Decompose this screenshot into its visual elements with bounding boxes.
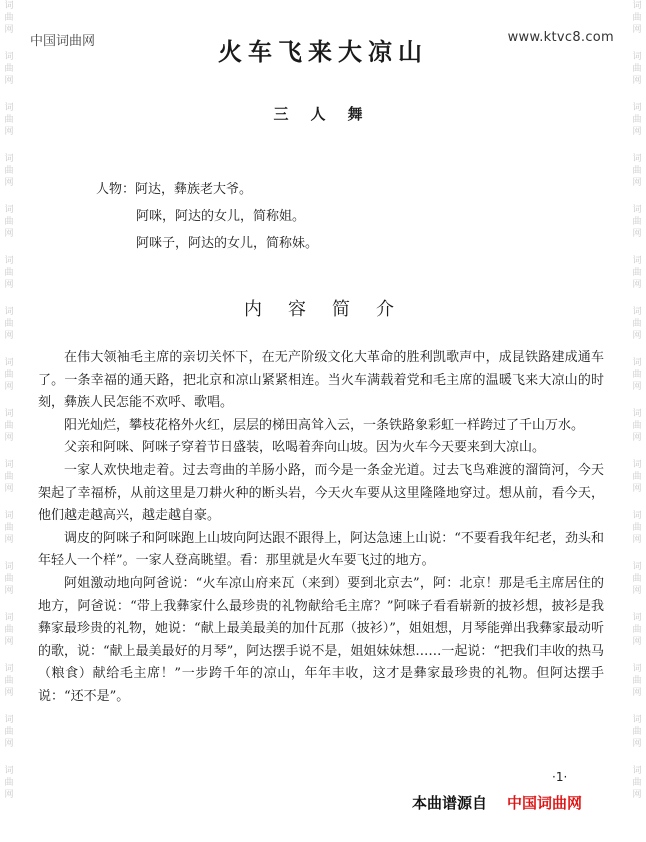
site-url: www.ktvc8.com xyxy=(507,30,614,45)
synopsis-paragraph: 阳光灿烂，攀枝花格外火红，层层的梯田高耸入云，一条铁路象彩虹一样跨过了千山万水。 xyxy=(64,417,585,433)
watermark-glyph: 网 xyxy=(4,433,14,443)
watermark-glyph: 词 xyxy=(632,511,642,521)
watermark-column-right xyxy=(630,0,644,842)
watermark-glyph: 曲 xyxy=(632,778,642,788)
source-credit xyxy=(412,792,582,813)
watermark-glyph: 曲 xyxy=(632,574,642,584)
watermark-glyph: 曲 xyxy=(4,472,14,482)
watermark-column-left xyxy=(2,0,16,842)
watermark-glyph: 网 xyxy=(4,76,14,86)
watermark-glyph: 曲 xyxy=(4,64,14,74)
watermark-glyph: 词 xyxy=(4,460,14,470)
watermark-glyph: 网 xyxy=(4,739,14,749)
watermark-glyph: 网 xyxy=(632,382,642,392)
watermark-glyph: 词 xyxy=(4,205,14,215)
watermark-glyph: 网 xyxy=(632,331,642,341)
watermark-glyph: 网 xyxy=(632,484,642,494)
watermark-glyph: 网 xyxy=(632,229,642,239)
watermark-glyph: 词 xyxy=(632,715,642,725)
watermark-glyph-group xyxy=(4,561,13,597)
watermark-glyph: 词 xyxy=(632,613,642,623)
watermark-glyph: 曲 xyxy=(632,676,642,686)
watermark-glyph: 网 xyxy=(4,688,14,698)
character-line: 阿咪子，阿达的女儿，简称妹。 xyxy=(136,236,319,251)
watermark-glyph-group xyxy=(4,255,13,291)
watermark-glyph: 网 xyxy=(4,331,14,341)
watermark-glyph: 网 xyxy=(632,178,642,188)
watermark-glyph: 词 xyxy=(632,562,642,572)
watermark-glyph-group xyxy=(632,663,641,699)
character-line: 阿咪，阿达的女儿，简称姐。 xyxy=(136,209,306,224)
watermark-glyph: 曲 xyxy=(4,217,14,227)
watermark-glyph: 网 xyxy=(632,76,642,86)
watermark-glyph: 网 xyxy=(4,790,14,800)
watermark-glyph-group xyxy=(4,714,13,750)
page-subtitle: 三人舞 xyxy=(273,105,385,123)
watermark-glyph-group xyxy=(632,765,641,801)
watermark-glyph: 曲 xyxy=(632,370,642,380)
watermark-glyph: 曲 xyxy=(632,727,642,737)
page-title: 火车飞来大凉山 xyxy=(218,37,428,66)
watermark-glyph-group xyxy=(4,510,13,546)
watermark-glyph: 词 xyxy=(4,715,14,725)
watermark-glyph: 网 xyxy=(4,382,14,392)
watermark-glyph: 网 xyxy=(4,535,14,545)
watermark-glyph: 曲 xyxy=(4,676,14,686)
watermark-glyph: 网 xyxy=(632,790,642,800)
watermark-glyph: 网 xyxy=(4,484,14,494)
watermark-glyph-group xyxy=(632,714,641,750)
watermark-glyph: 曲 xyxy=(4,115,14,125)
source-credit-label: 本曲谱源自 xyxy=(412,794,488,812)
watermark-glyph: 曲 xyxy=(4,319,14,329)
source-brand-link[interactable]: 中国词曲网 xyxy=(507,794,583,812)
watermark-glyph: 曲 xyxy=(4,625,14,635)
watermark-glyph-group xyxy=(4,204,13,240)
watermark-glyph-group xyxy=(4,357,13,393)
watermark-glyph-group xyxy=(632,357,641,393)
synopsis-paragraph: 父亲和阿咪、阿咪子穿着节日盛装，吆喝着奔向山坡。因为火车今天要来到大凉山。 xyxy=(64,440,546,456)
section-heading: 内容简介 xyxy=(244,299,420,320)
watermark-glyph: 曲 xyxy=(632,64,642,74)
synopsis-body xyxy=(38,347,604,709)
watermark-glyph: 网 xyxy=(4,25,14,35)
watermark-glyph: 词 xyxy=(632,664,642,674)
watermark-glyph-group xyxy=(4,765,13,801)
page-number: ·1· xyxy=(552,770,568,784)
synopsis-paragraph: 在伟大领袖毛主席的亲切关怀下，在无产阶级文化大革命的胜利凯歌声中，成昆铁路建成通车了。一条幸福的通天路，把北京和凉山紧紧相连。当火车满载着党和毛主席的温暖飞来大凉山的时刻，彝族人民怎能不欢呼、歌唱。 xyxy=(38,350,604,411)
watermark-glyph-group xyxy=(632,459,641,495)
watermark-glyph-group xyxy=(4,663,13,699)
watermark-glyph: 词 xyxy=(4,256,14,266)
watermark-glyph: 曲 xyxy=(632,166,642,176)
watermark-glyph: 曲 xyxy=(4,727,14,737)
watermark-glyph: 词 xyxy=(632,766,642,776)
watermark-glyph: 曲 xyxy=(632,268,642,278)
synopsis-paragraph: 一家人欢快地走着。过去弯曲的羊肠小路，而今是一条金光道。过去飞鸟难渡的溜筒河，今天架起了幸福桥，从前这里是刀耕火种的断头岩，今天火车要从这里隆隆地穿过。想从前，看今天，他们越走越高兴，越走越自豪。 xyxy=(38,462,604,524)
watermark-glyph: 曲 xyxy=(4,778,14,788)
watermark-glyph: 曲 xyxy=(632,523,642,533)
watermark-glyph: 词 xyxy=(4,766,14,776)
watermark-glyph: 曲 xyxy=(4,574,14,584)
watermark-glyph: 曲 xyxy=(632,115,642,125)
watermark-glyph: 词 xyxy=(4,103,14,113)
watermark-glyph: 网 xyxy=(4,637,14,647)
watermark-glyph: 网 xyxy=(4,229,14,239)
watermark-glyph: 词 xyxy=(632,409,642,419)
watermark-glyph-group xyxy=(4,612,13,648)
watermark-glyph-group xyxy=(632,204,641,240)
watermark-glyph: 网 xyxy=(632,433,642,443)
watermark-glyph: 词 xyxy=(4,409,14,419)
watermark-glyph-group xyxy=(632,510,641,546)
watermark-glyph: 词 xyxy=(632,307,642,317)
watermark-glyph-group xyxy=(632,408,641,444)
watermark-glyph: 网 xyxy=(4,586,14,596)
synopsis-paragraph: 阿姐激动地向阿爸说：“火车凉山府来瓦（来到）要到北京去”，阿：北京！那是毛主席居住的地方，阿爸说：“带上我彝家什么最珍贵的礼物献给毛主席？”阿咪子看看崭新的披衫想，披衫是我彝家最珍贵的礼物，她说：“献上最美最美的加什瓦那（披衫）”，姐姐想，月琴能弹出我彝家最动听的歌，说：“献上最美最好的月琴”，阿达摆手说不是，姐姐妹妹想……一起说：“把我们丰收的热马（粮食）献给毛主席！”一步跨千年的凉山，年年丰收，这才是彝家最珍贵的礼物。但阿达摆手说：“还不是”。 xyxy=(38,575,604,704)
watermark-glyph: 词 xyxy=(4,1,14,11)
watermark-glyph: 网 xyxy=(632,637,642,647)
watermark-glyph: 网 xyxy=(4,178,14,188)
watermark-glyph: 词 xyxy=(632,1,642,11)
watermark-glyph: 曲 xyxy=(4,268,14,278)
watermark-glyph: 网 xyxy=(632,739,642,749)
watermark-glyph-group xyxy=(632,0,641,36)
watermark-glyph: 曲 xyxy=(4,13,14,23)
character-line: 人物：阿达，彝族老大爷。 xyxy=(96,182,253,197)
watermark-glyph: 曲 xyxy=(632,319,642,329)
watermark-glyph: 曲 xyxy=(4,523,14,533)
synopsis-paragraph: 调皮的阿咪子和阿咪跑上山坡向阿达跟不跟得上，阿达急速上山说：“不要看我年纪老，劲头和年轻人一个样”。一家人登高眺望。看：那里就是火车要飞过的地方。 xyxy=(38,530,604,569)
watermark-glyph: 网 xyxy=(632,280,642,290)
watermark-glyph: 网 xyxy=(4,127,14,137)
watermark-glyph-group xyxy=(632,255,641,291)
watermark-glyph-group xyxy=(4,459,13,495)
watermark-glyph: 曲 xyxy=(4,370,14,380)
watermark-glyph-group xyxy=(632,561,641,597)
watermark-glyph-group xyxy=(632,153,641,189)
character-list xyxy=(96,176,318,257)
watermark-glyph: 网 xyxy=(632,25,642,35)
watermark-glyph: 词 xyxy=(4,613,14,623)
watermark-glyph: 词 xyxy=(4,52,14,62)
watermark-glyph: 词 xyxy=(632,52,642,62)
watermark-glyph-group xyxy=(4,408,13,444)
watermark-glyph: 词 xyxy=(4,562,14,572)
watermark-glyph: 网 xyxy=(632,535,642,545)
watermark-glyph: 词 xyxy=(632,103,642,113)
watermark-glyph: 词 xyxy=(4,154,14,164)
watermark-glyph: 词 xyxy=(4,664,14,674)
watermark-glyph: 词 xyxy=(4,511,14,521)
site-name-watermark: 中国词曲网 xyxy=(30,34,96,49)
watermark-glyph-group xyxy=(4,0,13,36)
watermark-glyph-group xyxy=(632,612,641,648)
watermark-glyph: 曲 xyxy=(4,166,14,176)
watermark-glyph: 曲 xyxy=(4,421,14,431)
watermark-glyph: 词 xyxy=(4,358,14,368)
watermark-glyph: 词 xyxy=(632,154,642,164)
watermark-glyph: 曲 xyxy=(632,421,642,431)
watermark-glyph: 词 xyxy=(632,256,642,266)
watermark-glyph-group xyxy=(4,153,13,189)
watermark-glyph: 网 xyxy=(632,127,642,137)
watermark-glyph: 曲 xyxy=(632,217,642,227)
watermark-glyph: 词 xyxy=(632,358,642,368)
watermark-glyph: 曲 xyxy=(632,625,642,635)
watermark-glyph: 网 xyxy=(632,586,642,596)
watermark-glyph: 词 xyxy=(4,307,14,317)
watermark-glyph: 网 xyxy=(4,280,14,290)
watermark-glyph: 网 xyxy=(632,688,642,698)
watermark-glyph: 曲 xyxy=(632,13,642,23)
watermark-glyph: 词 xyxy=(632,205,642,215)
watermark-glyph: 曲 xyxy=(632,472,642,482)
watermark-glyph: 词 xyxy=(632,460,642,470)
